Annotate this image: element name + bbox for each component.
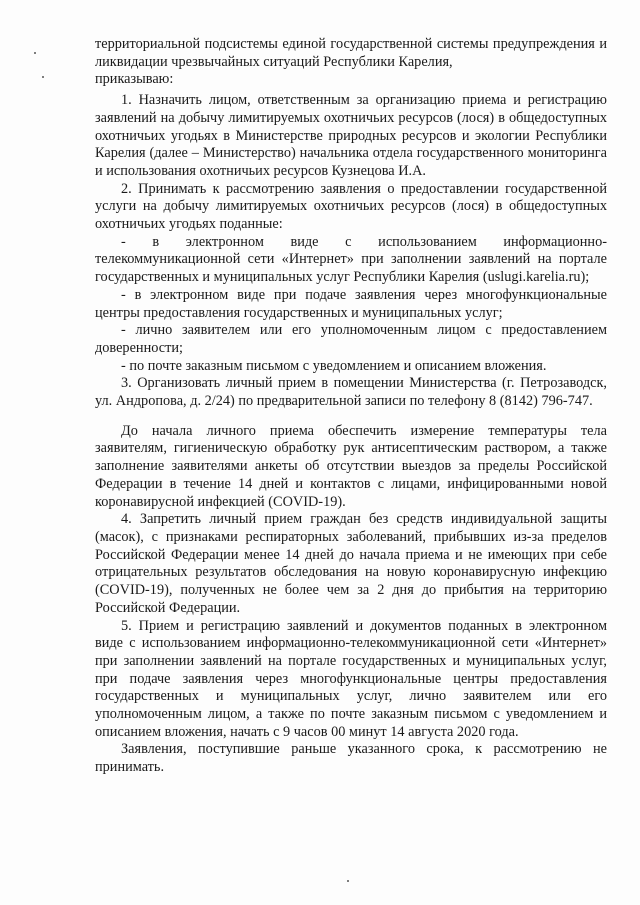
scan-speck xyxy=(347,880,349,882)
list-item-mfc: - в электронном виде при подаче заявления через многофункциональные центры предоставления государственных и муниципальных услуг; xyxy=(95,286,607,321)
list-item-post: - по почте заказным письмом с уведомлением и описанием вложения. xyxy=(121,357,547,374)
order-word: приказываю: xyxy=(95,71,174,88)
list-item-online: - в электронном виде с использованием информационно-телекоммуникационной сети «Интернет» при заполнении заявлений на портале государственных и муниципальных услуг Республики Карелия (uslugi.karelia.ru); xyxy=(95,233,607,286)
paragraph-health-check: До начала личного приема обеспечить измерение температуры тела заявителям, гигиеническую обработку рук антисептическим раствором, а также заполнение заявителями анкеты об отсутствии выездов за пределы Российской Федерации в течение 14 дней и контактов с лицами, инфицированными новой коронавирусной инфекцией (COVID-19). xyxy=(95,422,607,510)
item-1: 1. Назначить лицом, ответственным за организацию приема и регистрацию заявлений на добычу лимитируемых охотничьих ресурсов (лося) в общедоступных охотничьих угодьях в Министерстве природных ресурсов и экологии Республики Карелия (далее – Министерство) начальника отдела государственного мониторинга и использования охотничьих ресурсов Кузнецова И.А. xyxy=(95,92,607,179)
paragraph-early-applications: Заявления, поступившие раньше указанного срока, к рассмотрению не принимать. xyxy=(95,741,607,776)
item-3: 3. Организовать личный прием в помещении Министерства (г. Петрозаводск, ул. Андропова, д. 2/24) по предварительной записи по телефону 8 (8142) 796-747. xyxy=(95,375,607,410)
paragraph-continuation: территориальной подсистемы единой государственной системы предупреждения и ликвидации чрезвычайных ситуаций Республики Карелия, xyxy=(95,36,607,70)
list-item-in-person: - лично заявителем или его уполномоченным лицом с предоставлением доверенности; xyxy=(95,322,607,356)
item-4: 4. Запретить личный прием граждан без средств индивидуальной защиты (масок), с признаками респираторных заболеваний, прибывших из-за пределов Российской Федерации менее 14 дней до начала приема и не имеющих при себе отрицательных результатов обследования на новую коронавирусную инфекцию (COVID-19), полученных не более чем за 2 дня до прибытия на территорию Российской Федерации. xyxy=(95,511,607,616)
item-2: 2. Принимать к рассмотрению заявления о предоставлении государственной услуги на добычу лимитируемых охотничьих ресурсов (лося) в общедоступных охотничьих угодьях поданные: xyxy=(95,180,607,233)
scan-speck xyxy=(42,76,44,78)
item-5: 5. Прием и регистрацию заявлений и документов поданных в электронном виде с использованием информационно-телекоммуникационной сети «Интернет» при заполнении заявлений на портале государственных и муниципальных услуг, при подаче заявления через многофункциональные центры предоставления государственных и муниципальных услуг, лично заявителем или его уполномоченным лицом, а также по почте заказным письмом с уведомлением и описанием вложения, начать с 9 часов 00 минут 14 августа 2020 года. xyxy=(95,617,607,740)
document-body xyxy=(95,36,607,777)
scan-speck xyxy=(34,52,36,54)
